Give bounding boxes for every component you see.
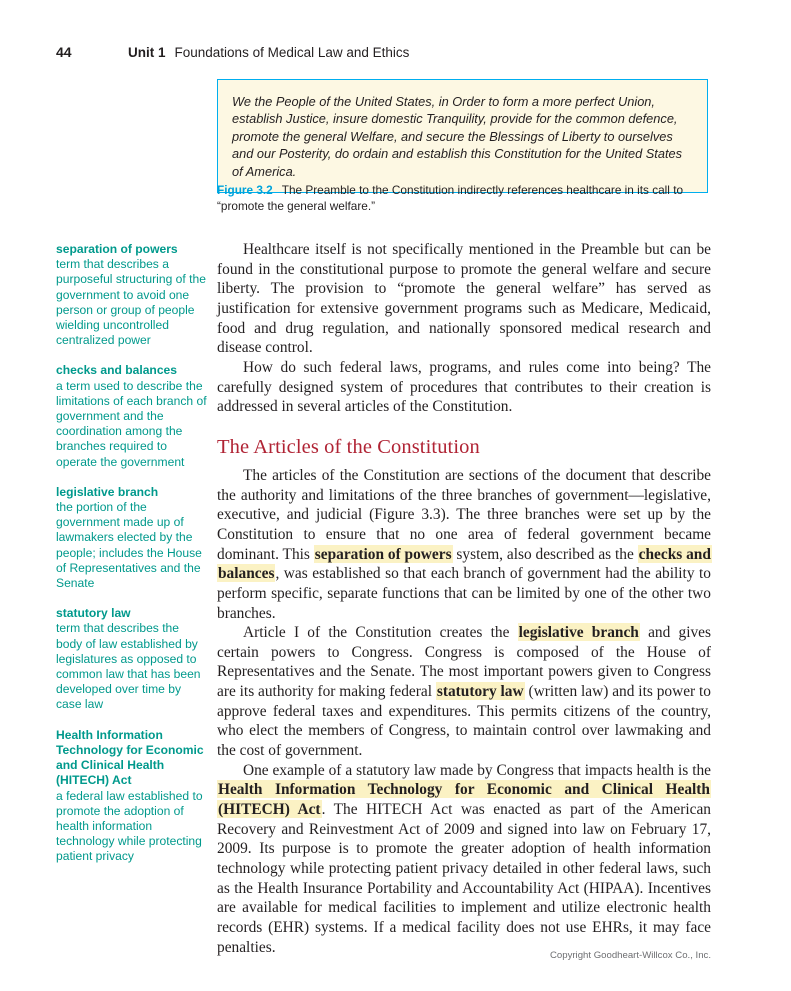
page-number: 44: [56, 44, 72, 60]
key-term-hitech-act: Health Information Technology for Economic and Clinical Health (HITECH) Act: [218, 781, 710, 819]
glossary-definition: a federal law established to promote the adoption of health information technology while protecting patient privacy: [56, 788, 203, 864]
key-term-statutory-law: statutory law: [436, 683, 524, 701]
copyright-notice: Copyright Goodheart-Willcox Co., Inc.: [549, 950, 711, 961]
body-paragraph-2: How do such federal laws, programs, and rules come into being? The carefully designed system of procedures that contributes to their creation is addressed in several articles of the Constitution.: [217, 358, 711, 416]
glossary-definition: term that describes the body of law established by legislatures as opposed to common law that has been developed over time by case law: [56, 621, 201, 712]
paragraph-3-part-3: , was established so that each branch of government had the ability to perform specific, separate functions that can be limited by one of the other two branches.: [217, 565, 711, 622]
key-term-legislative-branch: legislative branch: [518, 624, 639, 642]
figure-quote-box: [217, 79, 708, 193]
glossary-term: separation of powers: [56, 242, 178, 256]
main-text-column: [217, 240, 711, 957]
glossary-definition: term that describes a purposeful structuring of the government to avoid one person or group of people wielding uncontrolled centralized power: [56, 257, 206, 348]
paragraph-3-part-2: system, also described as the: [452, 545, 638, 563]
glossary-entry-checks-and-balances: [56, 363, 208, 469]
glossary-term: legislative branch: [56, 484, 159, 499]
body-paragraph-3: [217, 466, 711, 623]
unit-title: Foundations of Medical Law and Ethics: [174, 45, 410, 60]
body-paragraph-5: [217, 761, 711, 958]
figure-number-label: Figure 3.2: [217, 183, 273, 197]
glossary-entry-separation-of-powers: [56, 242, 208, 348]
glossary-term: checks and balances: [56, 363, 178, 378]
paragraph-5-part-2: . The HITECH Act was enacted as part of the American Recovery and Reinvestment Act of 2009 and signed into law on February 17, 2009. Its purpose is to promote the greater adoption of health information technology while protecting patient privacy detailed in other federal laws, such as the Health Insurance Portability and Accountability Act (HIPAA). Incentives are available for medical facilities to implement and utilize electronic health records (EHR) systems. If a medical facility does not use EHRs, it may face penalties.: [217, 801, 711, 956]
figure-caption-text: The Preamble to the Constitution indirectly references healthcare in its call to “promote the general welfare.”: [217, 183, 684, 213]
glossary-entry-hitech-act: [56, 728, 208, 865]
paragraph-5-part-1: One example of a statutory law made by Congress that impacts health is the: [243, 761, 711, 779]
unit-label: Unit 1: [128, 45, 166, 60]
figure-caption: [217, 183, 711, 214]
glossary-entry-statutory-law: [56, 606, 208, 712]
key-term-checks-and-balances: checks and balances: [218, 545, 711, 583]
glossary-term: statutory law: [56, 606, 131, 621]
body-paragraph-1: Healthcare itself is not specifically mentioned in the Preamble but can be found in the constitutional purpose to promote the general welfare and secure liberty. The provision to “promote the general welfare” has served as justification for extensive government programs such as Medicare, Medicaid, food and drug regulation, and nationally sponsored medical research and disease control.: [217, 241, 711, 357]
paragraph-4-part-1: Article I of the Constitution creates the: [243, 624, 518, 642]
paragraph-3-part-1: The articles of the Constitution are sections of the document that describe the authority and limitations of the three branches of government—legislative, executive, and judicial (Figure 3.3). The three branches were set up by the Constitution to ensure that no one area of federal government became dominant. This: [217, 466, 711, 563]
glossary-entry-legislative-branch: [56, 485, 208, 591]
glossary-definition: a term used to describe the limitations of each branch of government and the coordination among the branches required to operate the government: [56, 378, 207, 469]
preamble-quote-text: We the People of the United States, in Order to form a more perfect Union, establish Justice, insure domestic Tranquility, provide for the common defence, promote the general Welfare, and secure the Blessings of Liberty to ourselves and our Posterity, do ordain and establish this Constitution for the United States of America.: [232, 94, 683, 179]
running-head: [56, 44, 756, 66]
paragraph-4-part-2: and gives certain powers to Congress. Congress is composed of the House of Representatives and the Senate. The most important powers given to Congress are its authority for making federal: [217, 624, 712, 701]
glossary-definition: the portion of the government made up of lawmakers elected by the people; includes the House of Representatives and the Senate: [56, 500, 202, 591]
body-paragraph-4: [217, 623, 711, 761]
glossary-sidebar: [56, 242, 208, 880]
key-term-separation-of-powers: separation of powers: [314, 545, 452, 563]
paragraph-4-part-3: (written law) and its power to approve federal taxes and expenditures. This permits citizens of the country, who elect the members of Congress, to maintain control over lawmaking and the cost of government.: [217, 683, 711, 760]
section-heading-articles-of-the-constitution: The Articles of the Constitution: [217, 435, 480, 458]
glossary-term: Health Information Technology for Economic and Clinical Health (HITECH) Act: [56, 727, 204, 788]
